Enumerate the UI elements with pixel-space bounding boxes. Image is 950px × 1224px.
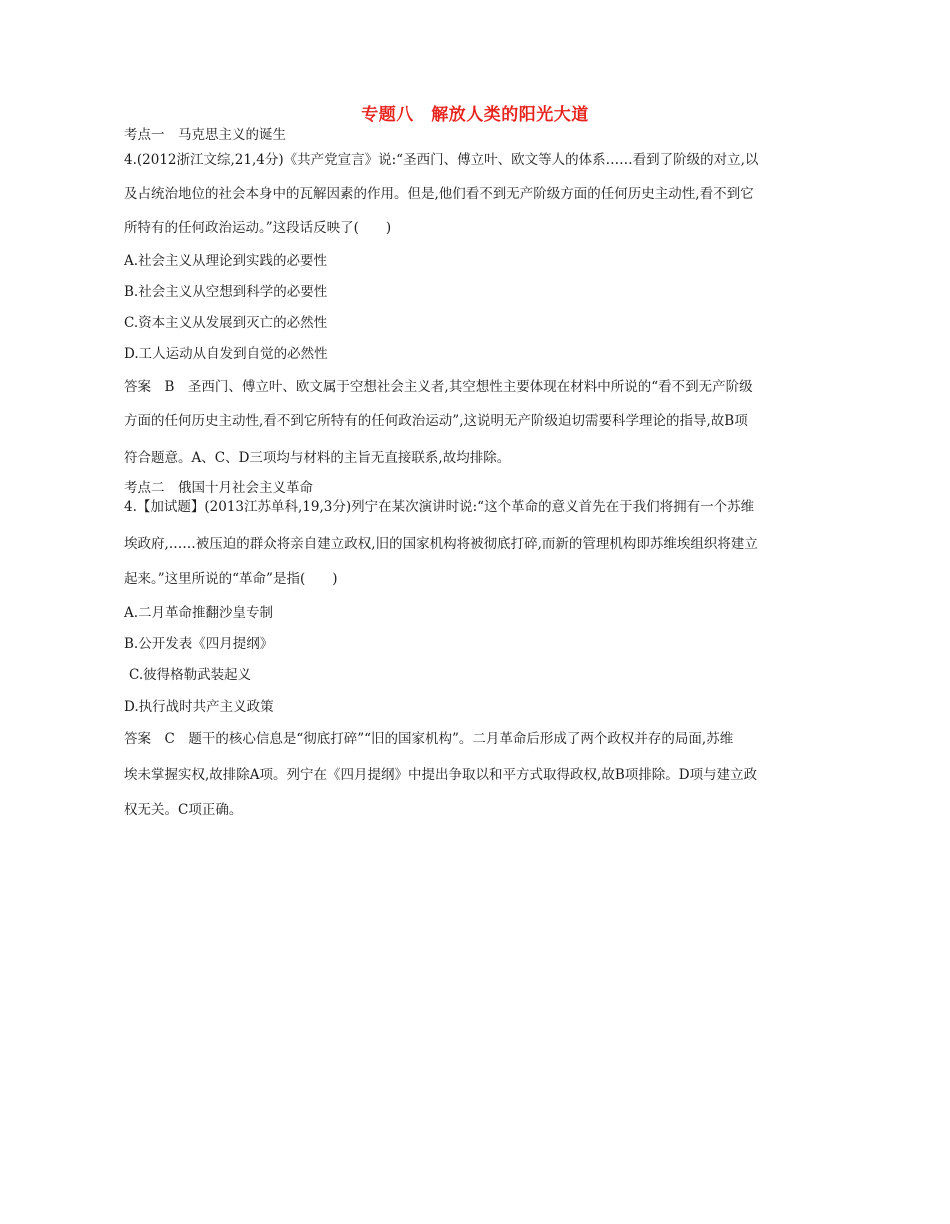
- q1-answer-line-3: 符合题意。A、C、D三项均与材料的主旨无直接联系,故均排除。: [124, 450, 511, 466]
- q2-line-1: 4.【加试题】(2013江苏单科,19,3分)列宁在某次演讲时说:“这个革命的意义首先在于我们将拥有一个苏维: [124, 499, 755, 515]
- q1-answer-line-1: 答案 B 圣西门、傅立叶、欧文属于空想社会主义者,其空想性主要体现在材料中所说的“看不到无产阶级: [124, 379, 753, 395]
- q2-option-a: A.二月革命推翻沙皇专制: [124, 605, 274, 621]
- q1-option-a: A.社会主义从理论到实践的必要性: [124, 253, 328, 269]
- section2-heading: 考点二 俄国十月社会主义革命: [124, 480, 313, 496]
- q2-option-d: D.执行战时共产主义政策: [124, 699, 274, 715]
- q1-line-3: 所特有的任何政治运动。”这段话反映了( ): [124, 220, 392, 236]
- q2-answer-line-3: 权无关。C项正确。: [124, 802, 243, 818]
- page-title: 专题八 解放人类的阳光大道: [361, 105, 589, 125]
- q2-answer-line-1: 答案 C 题干的核心信息是“彻底打碎”“旧的国家机构”。二月革命后形成了两个政权并存的局面,苏维: [124, 731, 734, 747]
- q2-answer-line-2: 埃未掌握实权,故排除A项。列宁在《四月提纲》中提出争取以和平方式取得政权,故B项排除。D项与建立政: [124, 767, 758, 783]
- section1-heading: 考点一 马克思主义的诞生: [124, 127, 286, 143]
- q1-option-d: D.工人运动从自发到自觉的必然性: [124, 346, 328, 362]
- q2-option-c: C.彼得格勒武装起义: [129, 667, 252, 683]
- q1-option-c: C.资本主义从发展到灭亡的必然性: [124, 315, 328, 331]
- q1-option-b: B.社会主义从空想到科学的必要性: [124, 284, 328, 300]
- q1-line-2: 及占统治地位的社会本身中的瓦解因素的作用。但是,他们看不到无产阶级方面的任何历史主动性,看不到它: [124, 186, 754, 202]
- q2-line-3: 起来。”这里所说的“革命”是指( ): [124, 571, 338, 587]
- q2-option-b: B.公开发表《四月提纲》: [124, 636, 274, 652]
- q2-line-2: 埃政府,……被压迫的群众将亲自建立政权,旧的国家机构将被彻底打碎,而新的管理机构即苏维埃组织将建立: [124, 536, 758, 552]
- q1-line-1: 4.(2012浙江文综,21,4分)《共产党宣言》说:“圣西门、傅立叶、欧文等人的体系……看到了阶级的对立,以: [124, 152, 759, 168]
- q1-answer-line-2: 方面的任何历史主动性,看不到它所特有的任何政治运动”,这说明无产阶级迫切需要科学理论的指导,故B项: [124, 413, 748, 429]
